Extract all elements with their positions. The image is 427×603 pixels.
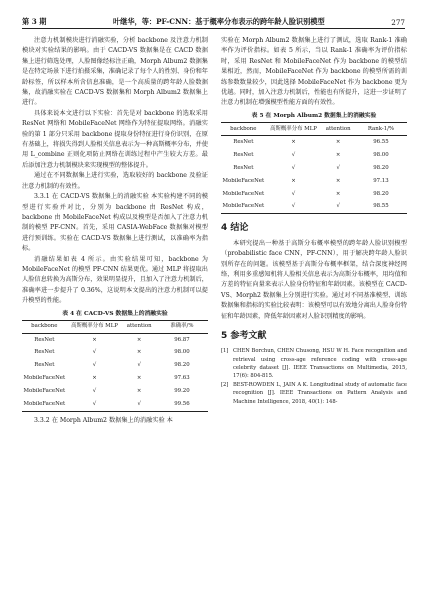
table-cell: 98.00 xyxy=(174,349,190,356)
column-header: 准确率/% xyxy=(170,323,194,330)
body-paragraph: 消融结果如表 4 所示。由实验结果可知，backbone 为 MobileFaceNet 的模型 PF-CNN 结果更优。通过 MLP 将提取出人脸信息转换为高斯分布，效果明显提升，且加入了注意力机制后，准确率进一步提升了 0.36%，这说明本文提出的注意力机制可以提升模型的性能。 xyxy=(22,255,208,305)
column-header: backbone xyxy=(230,125,257,132)
reference-item xyxy=(221,381,407,406)
page-header xyxy=(22,13,405,27)
references-heading: 5 参考文献 xyxy=(221,331,267,342)
table-cell: 98.55 xyxy=(373,203,389,210)
table-cell: ResNet xyxy=(34,362,55,369)
table-header-row xyxy=(221,122,407,135)
table-cell: 96.87 xyxy=(174,336,190,343)
table-cell: √ xyxy=(92,349,97,356)
table-cell: 96.55 xyxy=(373,138,389,145)
column-header: attention xyxy=(126,323,152,330)
reference-text: BEST-ROWDEN L, JAIN A K. Longitudinal study of automatic face recognition [J]. IEEE Transactions on Pattern Analysis and Machine Intelligence, 2018, 40(1): 148- xyxy=(233,381,407,405)
table-row xyxy=(221,135,407,148)
table-cell: ResNet xyxy=(233,164,254,171)
conclusion-paragraph: 本研究提出一种基于高斯分布概率模型的跨年龄人脸识别模型（probabilistic face CNN，PF-CNN），用于解决跨年龄人脸识别所存在的问题。该模型基于高斯分布概率框架，结合深度神经网络，利用多重感知机将人脸相关信息表示为高斯分布概率，用均值和方差的特征向量来表示人脸身份特征和年龄因素。该模型在 CACD-VS、Morph2 数据集上分别进行实验。通过对不同基准模型、训练数据集和指标的实验比较表明：该模型可以有效地分离出人脸身份特征和年龄因素，降低年龄因素对人脸识别精度的影响。 xyxy=(221,239,407,320)
body-paragraph: 3.3.1 在 CACD-VS 数据集上的消融实验 本实验构建不同的模型进行实验并对比，分别为 backbone 由 ResNet 构成，backbone 由 MobileFaceNet 构成以及模型是否加入了注意力机制的模型 PF-CNN。首先，采用 CASIA-WebFace 数据集对模型进行预训练。实验在 CACD-VS 数据集上进行测试，以准确率为指标。 xyxy=(22,193,208,253)
table-cell: 97.63 xyxy=(174,375,190,382)
table-cell: × xyxy=(92,375,97,382)
reference-number: [2] xyxy=(221,381,229,388)
reference-list xyxy=(221,347,407,406)
table-cell: MobileFaceNet xyxy=(23,375,66,382)
table-cell: ResNet xyxy=(34,349,55,356)
right-column xyxy=(221,36,407,406)
table-5 xyxy=(221,122,407,214)
table-cell: 98.20 xyxy=(373,164,389,171)
table-cell: × xyxy=(92,336,97,343)
table-cell: × xyxy=(335,138,341,145)
table-cell: 98.20 xyxy=(174,362,190,369)
table-cell: √ xyxy=(291,151,296,158)
table-5-caption: 表 5 在 Morph Album2 数据集上的消融实验 xyxy=(251,112,377,119)
table-cell: √ xyxy=(92,388,97,395)
table-cell: MobileFaceNet xyxy=(222,177,265,184)
column-header: 高斯概率分布 MLP xyxy=(71,323,118,330)
table-4-caption: 表 4 在 CACD-VS 数据集上的消融实验 xyxy=(62,310,168,317)
table-row xyxy=(22,372,208,385)
table-header-row xyxy=(22,320,208,333)
table-cell: MobileFaceNet xyxy=(222,190,265,197)
table-cell: × xyxy=(335,151,341,158)
body-paragraph: 3.3.2 在 Morph Album2 数据集上的消融实验 本 xyxy=(34,416,173,424)
table-cell: 99.20 xyxy=(174,388,190,395)
body-paragraph: 实验在 Morph Album2 数据集上进行了测试，选取 Rank-1 准确率作为评价指标。如表 5 所示，当以 Rank-1 准确率为评价指标时，采用 ResNet 和 MobileFaceNet 作为 backbone 的模型结果相近，然而，MobileFaceNet 作为 backbone 的模型所需的训练参数数量较少，因此选择 MobileFaceNet 作为 backbone 更为优越。同时，加入注意力机制后，性能也有所提升，这进一步证明了注意力机制在增强模型性能方面的有效性。 xyxy=(221,37,407,107)
table-cell: √ xyxy=(137,362,141,369)
reference-text: CHEN Borchun, CHEN Chusong, HSU W H. Face recognition and retrieval using cross-age reference coding with cross-age celebrity dataset [J]. IEEE Transactions on Multimedia, 2015, 17(6): 804-815. xyxy=(233,348,407,380)
table-cell: MobileFaceNet xyxy=(23,401,66,408)
table-cell: × xyxy=(136,375,142,382)
column-header: 高斯概率分布 MLP xyxy=(270,125,317,132)
column-header: attention xyxy=(325,125,351,132)
table-cell: 98.00 xyxy=(373,151,389,158)
table-cell: × xyxy=(291,138,296,145)
table-row xyxy=(221,148,407,161)
conclusion-heading: 4 结论 xyxy=(221,222,249,233)
issue-number: 第 3 期 xyxy=(22,17,47,26)
page-number: 277 xyxy=(391,18,405,27)
table-cell: √ xyxy=(291,164,296,171)
table-row xyxy=(22,398,208,411)
table-cell: MobileFaceNet xyxy=(23,388,66,395)
table-row xyxy=(22,333,208,346)
table-cell: × xyxy=(136,388,142,395)
table-row xyxy=(221,200,407,213)
body-paragraph: 具体来说本文进行以下实验：首先是对 backbone 的选取采用 ResNet 网络和 MobileFaceNet 网络作为特征提取网络。消融实验的第 1 部分只采用 backbone 提取身份特征进行身份识别，在原有基础上，将损失得到人脸相关信息表示为一种高斯概率分布，并使用 L_combine 正则化项防止网络在训练过程中产生较大方差。最后添加注意力机制模块来实现模型的整体提升。 xyxy=(22,109,208,169)
header-rule xyxy=(22,28,405,29)
table-cell: √ xyxy=(92,362,97,369)
table-cell: √ xyxy=(336,203,340,210)
table-cell: × xyxy=(335,190,341,197)
reference-item xyxy=(221,347,407,381)
table-cell: √ xyxy=(336,164,340,171)
table-4 xyxy=(22,320,208,412)
left-column xyxy=(22,36,208,426)
table-row xyxy=(22,385,208,398)
running-title: 叶继华，等：PF-CNN：基于概率分布表示的跨年龄人脸识别模型 xyxy=(112,17,325,26)
body-paragraph: 注意力机制模块进行消融实验，分析 backbone 及注意力机制模块对实验结果的影响。由于 CACD-VS 数据集是在 CACD 数据集上进行筛选处理，人脸图像经标注正确，Morph Album2 数据集是在特定场景下进行拍摄采集，准确记录了每个人的性别、身份和年龄标签，所以样本所含信息准确，是一个高质量的跨年龄人脸数据集，故消融实验在 CACD-VS 数据集和 Morph Album2 数据集上进行。 xyxy=(22,37,208,107)
column-header: backbone xyxy=(31,323,58,330)
table-cell: × xyxy=(136,349,142,356)
table-cell: ResNet xyxy=(233,138,254,145)
table-row xyxy=(221,174,407,187)
table-row xyxy=(22,346,208,359)
table-cell: √ xyxy=(291,190,296,197)
table-cell: × xyxy=(291,177,296,184)
table-row xyxy=(221,161,407,174)
table-cell: × xyxy=(335,177,341,184)
table-cell: √ xyxy=(137,401,141,408)
body-paragraph: 通过在不同数据集上进行实验，选取较好的 backbone 及验证注意力机制的有效性。 xyxy=(22,172,208,190)
reference-number: [1] xyxy=(221,348,229,355)
table-cell: √ xyxy=(291,203,296,210)
table-cell: 98.20 xyxy=(373,190,389,197)
table-row xyxy=(221,187,407,200)
column-header: Rank-1/% xyxy=(367,125,395,132)
table-cell: ResNet xyxy=(34,336,55,343)
table-cell: MobileFaceNet xyxy=(222,203,265,210)
table-cell: ResNet xyxy=(233,151,254,158)
table-cell: 99.56 xyxy=(174,401,190,408)
table-row xyxy=(22,359,208,372)
table-cell: × xyxy=(136,336,142,343)
table-cell: 97.13 xyxy=(373,177,389,184)
table-cell: √ xyxy=(92,401,97,408)
